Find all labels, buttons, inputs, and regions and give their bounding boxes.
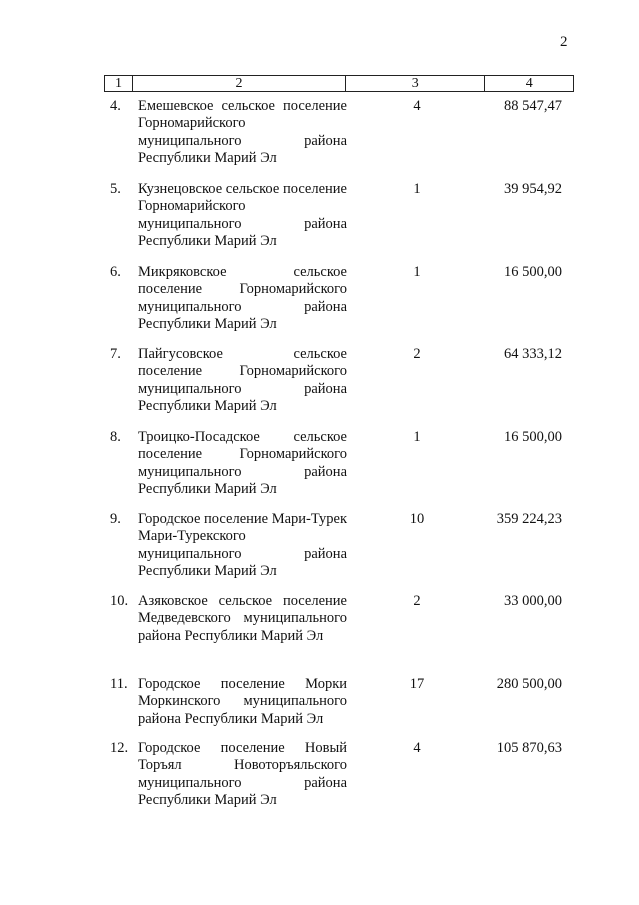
- row-number: 4.: [110, 98, 121, 114]
- row-count: 1: [413, 181, 421, 197]
- settlement-name: Городское поселение Морки Моркинского муниципального района Республики Марий Эл: [138, 676, 347, 727]
- row-number: 9.: [110, 511, 121, 527]
- row-count: 1: [413, 264, 421, 280]
- row-amount: 39 954,92: [504, 181, 562, 197]
- row-count: 4: [413, 740, 421, 756]
- settlement-name: Пайгусовское сельское поселение Горномарийского муниципального района Республики Марий Эл: [138, 346, 347, 414]
- row-amount: 88 547,47: [504, 98, 562, 114]
- row-number: 7.: [110, 346, 121, 362]
- row-count: 2: [413, 346, 421, 362]
- settlement-name: Емешевское сельское поселение Горномарийского муниципального района Республики Марий Эл: [138, 98, 347, 166]
- settlement-name: Кузнецовское сельское поселение Горномарийского муниципального района Республики Марий Эл: [138, 181, 347, 249]
- row-number: 12.: [110, 740, 129, 756]
- header-col-1: 1: [105, 76, 133, 91]
- settlement-name: Городское поселение Новый Торъял Новоторъяльского муниципального района Республики Марий Эл: [138, 740, 347, 808]
- row-amount: 105 870,63: [496, 740, 562, 756]
- row-number: 11.: [110, 676, 128, 692]
- page-number: 2: [560, 34, 568, 50]
- header-col-2: 2: [133, 76, 346, 91]
- header-col-3: 3: [346, 76, 485, 91]
- settlement-name: Микряковское сельское поселение Горномарийского муниципального района Республики Марий Эл: [138, 264, 347, 332]
- row-amount: 33 000,00: [504, 593, 562, 609]
- row-amount: 64 333,12: [504, 346, 562, 362]
- row-amount: 16 500,00: [504, 264, 562, 280]
- row-count: 2: [413, 593, 421, 609]
- settlement-name: Троицко-Посадское сельское поселение Горномарийского муниципального района Республики Марий Эл: [138, 429, 347, 497]
- row-amount: 16 500,00: [504, 429, 562, 445]
- row-number: 5.: [110, 181, 121, 197]
- header-col-4: 4: [525, 76, 533, 91]
- row-count: 4: [413, 98, 421, 114]
- settlement-name: Азяковское сельское поселение Медведевского муниципального района Республики Марий Эл: [138, 593, 347, 644]
- row-amount: 280 500,00: [496, 676, 562, 692]
- row-number: 8.: [110, 429, 121, 445]
- row-count: 17: [409, 676, 425, 692]
- settlement-name: Городское поселение Мари-Турек Мари-Турекского муниципального района Республики Марий Эл: [138, 511, 348, 579]
- row-number: 6.: [110, 264, 121, 280]
- row-amount: 359 224,23: [496, 511, 562, 527]
- row-count: 1: [413, 429, 421, 445]
- row-number: 10.: [110, 593, 129, 609]
- table-header: [104, 75, 574, 92]
- row-count: 10: [409, 511, 425, 527]
